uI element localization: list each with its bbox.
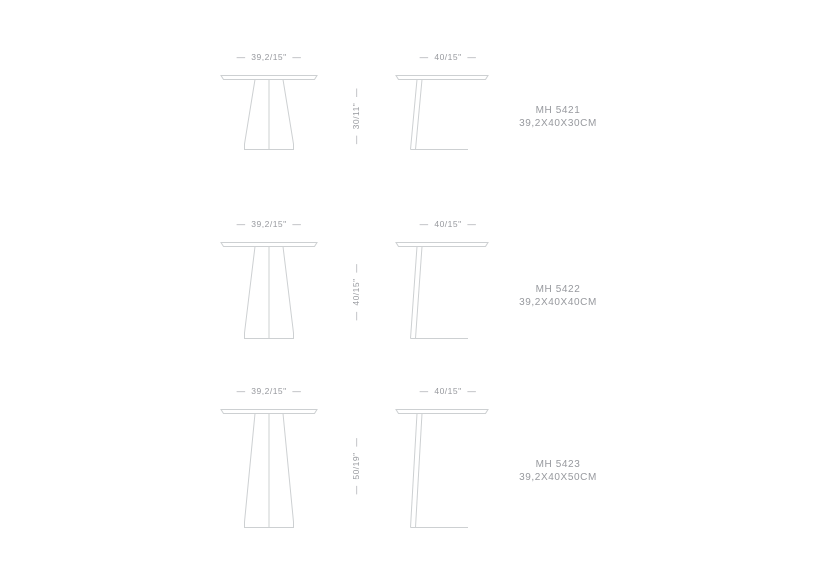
product-info [478,284,638,309]
product-size: 39,2X40X50CM [519,471,597,483]
side-width-dimension-label: — 40/15" — [419,219,477,229]
side-width-dimension-label: — 40/15" — [419,52,477,62]
height-dimension-label: — 50/19" — [351,437,361,495]
product-size: 39,2X40X30CM [519,117,597,129]
product-code: MH 5422 [535,284,581,295]
front-view-drawing [214,242,324,340]
product-row-mh5423 [0,382,820,578]
front-width-dimension-label: — 39,2/15" — [236,386,302,396]
height-dimension-label: — 30/11" — [351,87,361,145]
product-code: MH 5421 [535,105,581,116]
product-size: 39,2X40X40CM [519,296,597,308]
front-width-dimension-label: — 39,2/15" — [236,219,302,229]
front-width-dimension-label: — 39,2/15" — [236,52,302,62]
product-code: MH 5423 [535,459,581,470]
product-row-mh5421 [0,48,820,218]
side-width-dimension-label: — 40/15" — [419,386,477,396]
height-dimension-label: — 40/15" — [351,263,361,321]
front-view-drawing [214,75,324,151]
product-row-mh5422 [0,215,820,385]
front-view-drawing [214,409,324,529]
product-info [478,459,638,484]
product-info [478,105,638,130]
